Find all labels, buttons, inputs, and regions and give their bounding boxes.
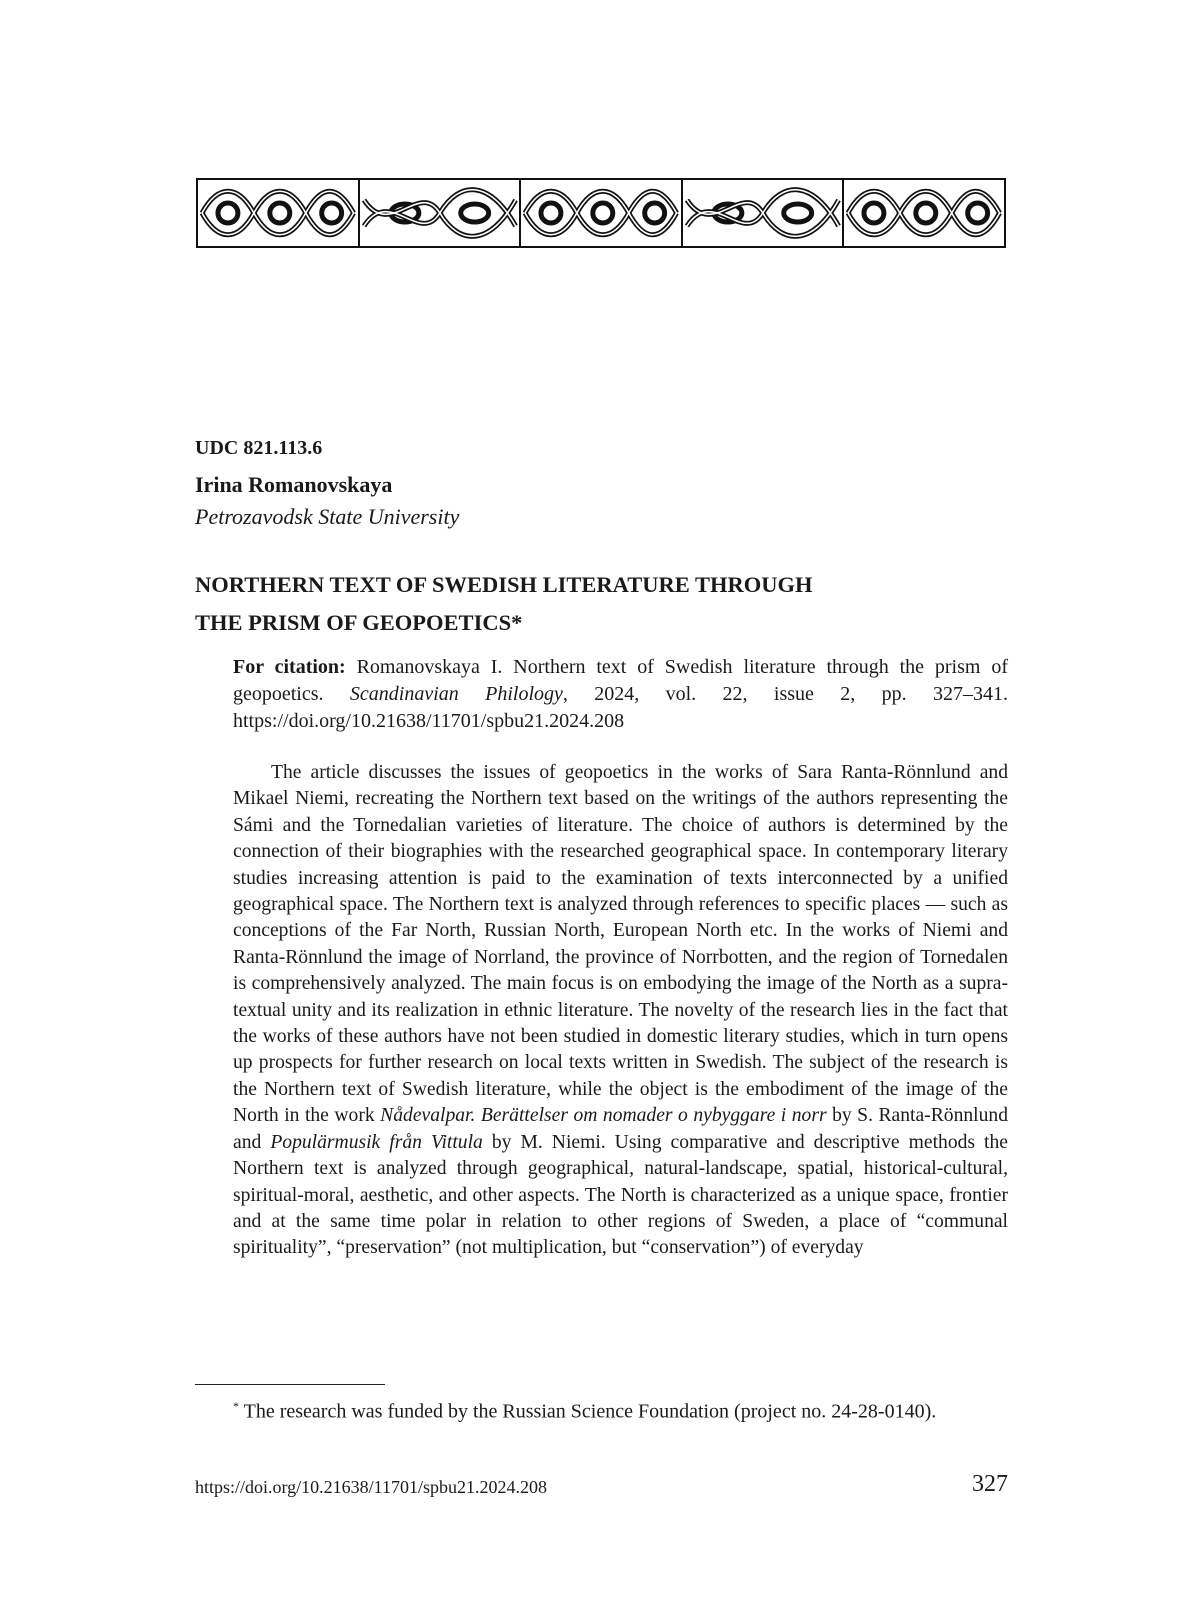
footnote-marker: * bbox=[233, 1399, 239, 1413]
udc-code: UDC 821.113.6 bbox=[195, 437, 323, 459]
title-line-1: NORTHERN TEXT OF SWEDISH LITERATURE THROUGH bbox=[195, 572, 813, 597]
author-affiliation: Petrozavodsk State University bbox=[195, 504, 460, 529]
footer-doi: https://doi.org/10.21638/11701/spbu21.2024.208 bbox=[195, 1477, 548, 1497]
knotwork-graphic bbox=[683, 180, 843, 246]
ornament-panel bbox=[198, 180, 360, 246]
article-title bbox=[195, 566, 1005, 642]
abstract-text: by M. Niemi. Using comparative and descriptive methods the Northern text is analyzed through geographical, natural-landscape, spatial, historical-cultural, spiritual-moral, aesthetic, and other aspects. The North is characterized as a unique space, frontier and at the same time polar in relation to other regions of Sweden, a place of “communal spirituality”, “preservation” (not multiplication, but “conservation”) of everyday bbox=[233, 1131, 1008, 1259]
knotwork-graphic bbox=[844, 180, 1004, 246]
title-line-2: THE PRISM OF GEOPOETICS* bbox=[195, 610, 523, 635]
ornament-panel bbox=[844, 180, 1004, 246]
footnote-text: The research was funded by the Russian Science Foundation (project no. 24-28-0140). bbox=[239, 1400, 937, 1423]
citation-label: For citation: bbox=[233, 656, 346, 678]
abstract-work-title: Populärmusik från Vittula bbox=[270, 1131, 483, 1153]
abstract-text: by S. Ranta-Rönnlund and bbox=[233, 1105, 1008, 1153]
footnote-divider bbox=[195, 1384, 385, 1385]
citation-text-end: , 2024, vol. 22, issue 2, pp. 327–341. https://doi.org/10.21638/11701/spbu21.2024.208 bbox=[233, 683, 1008, 732]
ornament-panel bbox=[360, 180, 522, 246]
knotwork-graphic bbox=[360, 180, 520, 246]
page-number: 327 bbox=[972, 1471, 1008, 1497]
knotwork-graphic bbox=[521, 180, 681, 246]
knotwork-graphic bbox=[198, 180, 358, 246]
abstract-work-title: Nådevalpar. Berättelser om nomader o nybyggare i norr bbox=[380, 1105, 827, 1127]
abstract-text: The article discusses the issues of geopoetics in the works of Sara Ranta-Rönnlund and Mikael Niemi, recreating the Northern text based on the writings of the authors representing the Sámi and the Tornedalian varieties of literature. The choice of authors is determined by the connection of their biographies with the researched geographical space. In contemporary literary studies increasing attention is paid to the examination of texts interconnected by a unified geographical space. The Northern text is analyzed through references to specific places — such as conceptions of the Far North, Russian North, European North etc. In the works of Niemi and Ranta-Rönnlund the image of Norrland, the province of Norrbotten, and the region of Tornedalen is comprehensively analyzed. The main focus is on embodying the image of the North as a supra-textual unity and its realization in ethnic literature. The novelty of the research lies in the fact that the works of these authors have not been studied in domestic literary studies, which in turn opens up prospects for further research on local texts written in Swedish. The subject of the research is the Northern text of Swedish literature, while the object is the embodiment of the image of the North in the work bbox=[233, 762, 1008, 1127]
ornament-panel bbox=[521, 180, 683, 246]
ornament-panel bbox=[683, 180, 845, 246]
footnote bbox=[195, 1393, 1008, 1426]
citation-block bbox=[233, 654, 1008, 735]
author-name: Irina Romanovskaya bbox=[195, 472, 393, 497]
citation-text: Romanovskaya I. Northern text of Swedish literature through the prism of geopoetics. bbox=[233, 656, 1008, 705]
abstract-paragraph bbox=[233, 760, 1008, 1262]
citation-journal: Scandinavian Philology bbox=[349, 683, 563, 705]
knotwork-border-ornament bbox=[196, 178, 1006, 248]
